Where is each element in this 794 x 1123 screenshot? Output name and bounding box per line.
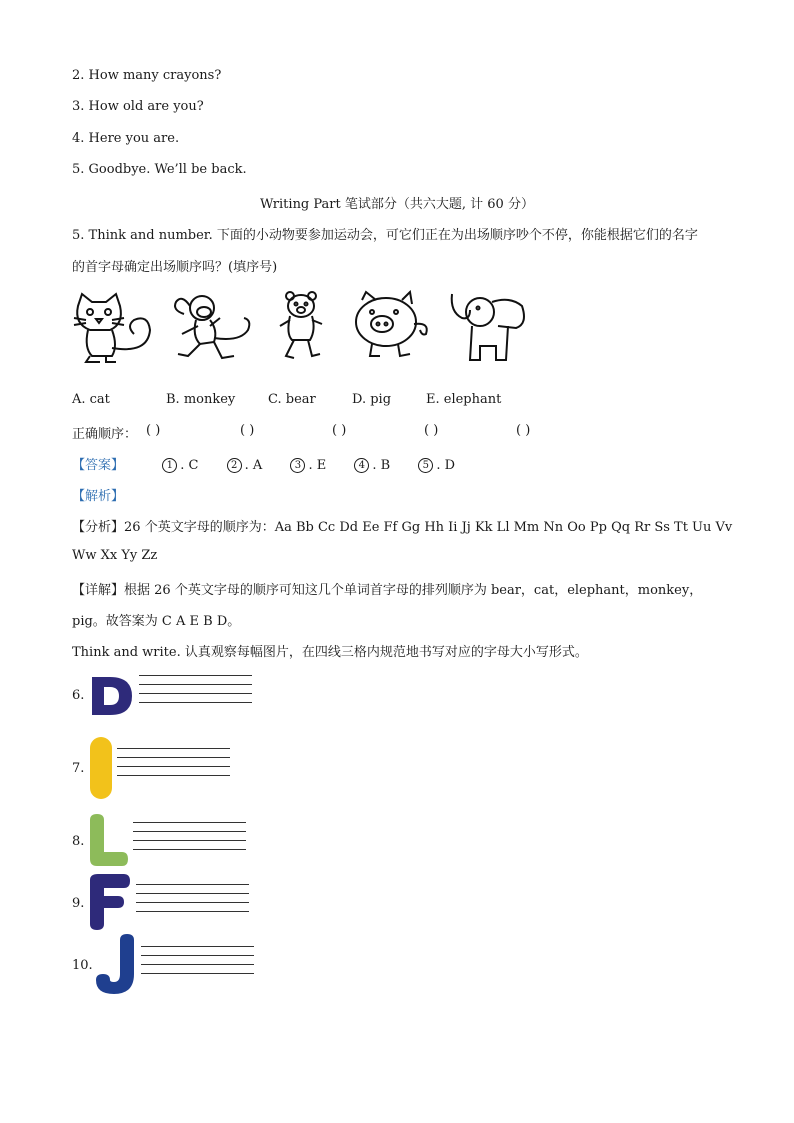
monkey-drawing [162, 290, 254, 365]
answer-number: 1 [162, 458, 177, 473]
option-b: B. monkey [166, 392, 236, 407]
four-line-grid [141, 946, 254, 982]
answer-item: 2 . A [227, 458, 263, 473]
answer-row [72, 454, 479, 473]
fenxi-line2: Ww Xx Yy Zz [72, 548, 158, 563]
cat-drawing [72, 290, 154, 365]
item-number: 10. [72, 958, 93, 973]
answer-item: 1 . C [162, 458, 198, 473]
letter-i-image [88, 735, 114, 801]
option-c: C. bear [268, 392, 316, 407]
letter-j-image [94, 932, 138, 996]
order-blank: ( ) [146, 423, 161, 438]
section-title: Writing Part 笔试部分（共六大题, 计 60 分） [260, 197, 534, 212]
question-4: 4. Here you are. [72, 131, 180, 146]
question-3: 3. How old are you? [72, 99, 204, 114]
task5-instruction-line2: 的首字母确定出场顺序吗？(填序号) [72, 260, 278, 275]
bear-drawing [272, 290, 332, 365]
answer-number: 3 [290, 458, 305, 473]
four-line-grid [133, 822, 246, 858]
order-label: 正确顺序： [72, 427, 138, 442]
fenxi-line1: 【分析】26 个英文字母的顺序为：Aa Bb Cc Dd Ee Ff Gg Hh Ii Jj Kk Ll Mm Nn Oo Pp Qq Rr Ss Tt Uu Vv [72, 520, 733, 535]
item-number: 6. [72, 688, 85, 703]
four-line-grid [117, 748, 230, 784]
option-d: D. pig [352, 392, 392, 407]
answer-number: 2 [227, 458, 242, 473]
option-a: A. cat [72, 392, 110, 407]
letter-d-image [88, 673, 136, 719]
pig-drawing [352, 290, 434, 365]
question-2: 2. How many crayons? [72, 68, 222, 83]
letter-f-image [88, 872, 132, 932]
answer-number: 5 [418, 458, 433, 473]
four-line-grid [136, 884, 249, 920]
order-blank: ( ) [240, 423, 255, 438]
answer-tag: 【答案】 [72, 458, 125, 473]
fenxi-tag: 【分析】 [72, 520, 125, 535]
letter-l-image [88, 812, 130, 868]
item-number: 8. [72, 834, 85, 849]
answer-item: 4 . B [354, 458, 390, 473]
answer-item: 5 . D [418, 458, 455, 473]
answer-item: 3 . E [290, 458, 326, 473]
think-write-instruction: Think and write. 认真观察每幅图片，在四线三格内规范地书写对应的字母大小写形式。 [72, 645, 588, 660]
task5-instruction-line1: 5. Think and number. 下面的小动物要参加运动会，可它们正在为出场顺序吵个不停，你能根据它们的名字 [72, 228, 698, 243]
order-blank: ( ) [424, 423, 439, 438]
option-e: E. elephant [426, 392, 502, 407]
order-blank: ( ) [516, 423, 531, 438]
analysis-tag: 【解析】 [72, 489, 125, 504]
xiangjie-line1: 【详解】根据 26 个英文字母的顺序可知这几个单词首字母的排列顺序为 bear，cat，elephant，monkey， [72, 583, 703, 598]
answer-number: 4 [354, 458, 369, 473]
xiangjie-tag: 【详解】 [72, 583, 125, 598]
four-line-grid [139, 675, 252, 711]
elephant-drawing [448, 290, 530, 365]
item-number: 9. [72, 896, 85, 911]
question-5: 5. Goodbye. We’ll be back. [72, 162, 247, 177]
xiangjie-line2: pig。故答案为 C A E B D。 [72, 614, 241, 629]
order-blank: ( ) [332, 423, 347, 438]
item-number: 7. [72, 761, 85, 776]
